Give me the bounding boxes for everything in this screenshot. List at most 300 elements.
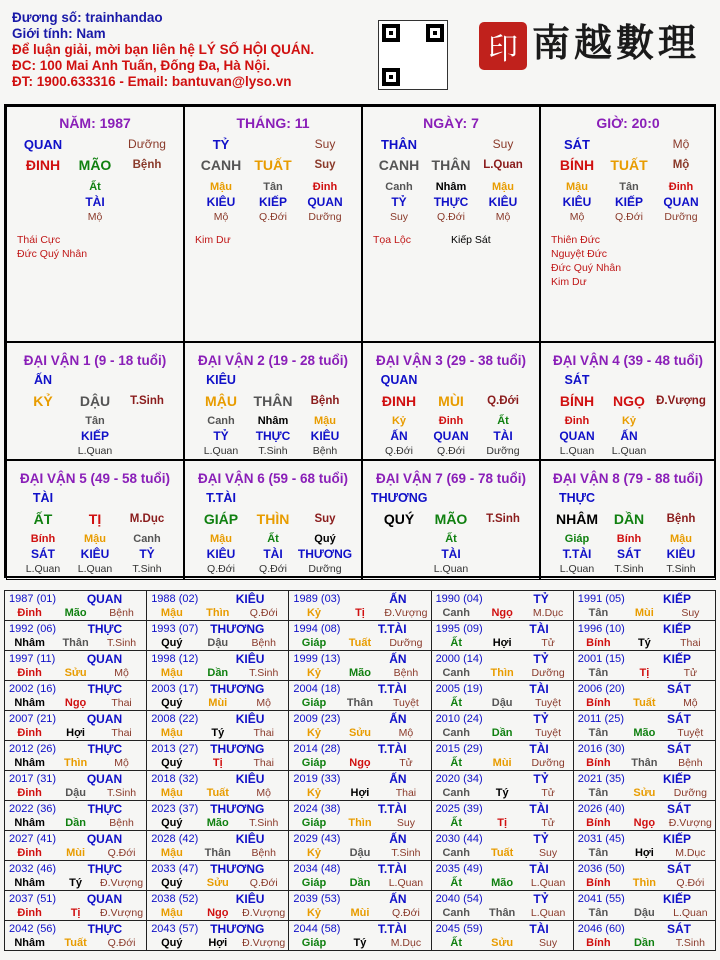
year-branch: Thìn [206,607,230,619]
year-cell [147,801,289,831]
luck-branch: MÃO [434,511,468,527]
year-label: 1989 (03) [293,593,341,605]
hidden-stage: Mộ [495,211,511,223]
year-label: 1996 (10) [577,623,625,635]
contact-note: Để luận giải, mời bạn liên hệ LÝ SỐ HỘI QUÁN. [12,42,315,57]
year-label: 2027 (41) [9,833,57,845]
year-branch: Tý [69,877,82,889]
luck-title: ĐẠI VẬN 3 (29 - 38 tuổi) [375,353,527,368]
star-note: Thái Cực [17,234,61,246]
hidden-stem: Mậu [566,181,588,193]
year-god: KIÊU [235,832,265,846]
luck-title: ĐẠI VẬN 4 (39 - 48 tuổi) [552,353,704,368]
luck-hidden-stem: Bính [616,533,642,545]
luck-god: KIÊU [206,373,236,387]
year-cell [147,831,289,861]
year-branch: Thân [489,907,516,919]
year-cell [573,921,715,951]
year-branch: Thìn [490,667,514,679]
year-branch: Tuất [633,697,656,709]
hidden-stage: Mộ [213,211,229,223]
luck-hidden-stem: Bính [30,533,56,545]
hidden-god: THỰC [433,195,469,209]
year-stage: T.Sinh [249,667,279,679]
luck-title: ĐẠI VẬN 8 (79 - 88 tuổi) [552,471,704,486]
year-stem: Đinh [17,607,42,619]
year-cell [431,681,573,711]
year-god: THƯƠNG [210,922,265,936]
year-god: KIẾP [662,622,691,636]
year-label: 2012 (26) [9,743,57,755]
pillar-stage: L.Quan [483,159,523,171]
year-label: 2003 (17) [151,683,199,695]
year-label: 2039 (53) [293,893,341,905]
year-branch: Hợi [66,727,85,739]
luck-stem: BÍNH [559,393,595,409]
luck-hidden-stem: Canh [133,533,161,545]
year-branch: Dần [491,727,513,739]
year-cell [573,741,715,771]
year-stage: Suy [539,847,558,859]
year-cell [289,741,431,771]
year-stage: L.Quan [388,877,424,889]
year-branch: Mão [348,667,371,679]
year-branch: Thìn [63,757,88,769]
hidden-stem: Ất [89,181,101,193]
year-cell [289,651,431,681]
star-note: Đức Quý Nhân [17,248,88,260]
year-branch: Dậu [349,847,371,859]
year-stage: Đ.Vượng [99,877,144,889]
year-stage: Đ.Vượng [242,937,286,949]
year-stage: M.Dục [532,607,564,619]
star-note: Nguyệt Đức [551,248,608,260]
luck-hidden-stem: Mậu [670,533,692,545]
hidden-stage: Dưỡng [664,211,698,223]
year-cell [289,621,431,651]
year-stage: Suy [539,937,558,949]
year-stage: Tuyệt [535,727,562,739]
luck-god: SÁT [564,373,590,387]
year-god: THỰC [87,622,123,636]
year-cell [147,861,289,891]
star-note: Kim Dư [551,276,587,288]
year-god: T.TÀI [377,862,407,876]
hidden-god: KIẾP [614,195,643,209]
year-cell [5,621,147,651]
pillar-stem: CANH [200,157,242,173]
luck-title: ĐẠI VẬN 6 (59 - 68 tuổi) [197,471,349,486]
hidden-stage: Mộ [569,211,585,223]
year-branch: Ngọ [633,817,656,829]
year-cell [5,741,147,771]
luck-hidden-stem: Quý [314,533,336,545]
pillar-stage: Suy [314,159,336,171]
year-god: KIÊU [235,652,265,666]
luck-hidden-stage: T.Sinh [614,563,644,575]
year-label: 1998 (12) [151,653,199,665]
header-info [12,10,314,90]
year-label: 2014 (28) [293,743,341,755]
year-label: 2010 (24) [435,713,483,725]
year-label: 2013 (27) [151,743,199,755]
luck-hidden-god: TỶ [139,547,155,561]
year-cell [573,861,715,891]
pillar-cell [362,106,540,342]
luck-hidden-stem: Mậu [210,533,232,545]
year-cell [5,861,147,891]
year-label: 2044 (58) [293,923,341,935]
luck-hidden-stage: L.Quan [433,563,469,575]
year-branch: Dần [65,817,86,829]
year-stage: Q.Đới [676,877,705,889]
year-label: 2006 (20) [577,683,625,695]
year-stage: Mộ [114,667,129,679]
year-cell [573,801,715,831]
year-stage: Bệnh [109,817,134,829]
year-label: 2029 (43) [293,833,341,845]
year-god: TỶ [533,592,549,606]
year-label: 2017 (31) [9,773,57,785]
year-stem: Quý [161,817,183,829]
luck-stem: GIÁP [203,511,239,527]
luck-hidden-stage: L.Quan [559,563,595,575]
luck-cell [184,342,362,460]
luck-branch: NGỌ [613,393,645,409]
luck-hidden-stage: L.Quan [203,445,239,457]
luck-stage: M.Dục [129,513,165,525]
year-god: TÀI [529,622,549,636]
hidden-stem: Tân [263,181,283,193]
year-stem: Giáp [301,817,327,829]
year-god: THƯƠNG [210,862,265,876]
year-stem: Ất [450,697,462,709]
hidden-stage: Dưỡng [308,211,342,223]
luck-hidden-stage: L.Quan [611,445,647,457]
luck-hidden-stem: Kỷ [391,415,407,427]
year-branch: Hợi [208,937,228,949]
year-god: QUAN [86,892,123,906]
luck-hidden-god: KIÊU [310,429,340,443]
pillar-god: QUAN [23,137,63,152]
luck-hidden-god: QUAN [433,429,469,443]
year-cell [431,771,573,801]
year-stem: Quý [161,757,183,769]
luck-cell [362,342,540,460]
year-stem: Kỷ [306,667,322,679]
luck-hidden-stage: Bệnh [312,445,338,457]
year-stage: T.Sinh [249,817,279,829]
year-cell [431,711,573,741]
year-stem: Mậu [160,607,183,619]
luck-hidden-stem: Đinh [438,415,464,427]
pillar-branch: THÂN [431,157,471,173]
year-god: KIẾP [662,652,691,666]
year-stem: Tân [588,847,609,859]
year-god: THƯƠNG [210,622,265,636]
year-branch: Tị [639,667,650,679]
luck-hidden-stage: L.Quan [25,563,61,575]
year-stem: Bính [586,937,611,949]
luck-cell [540,342,716,460]
year-stem: Đinh [17,667,42,679]
year-god: TỶ [533,772,549,786]
year-stem: Quý [161,637,183,649]
luck-branch: TỊ [88,511,102,527]
hidden-god: KIẾP [258,195,287,209]
luck-hidden-stage: Q.Đới [437,445,465,457]
year-label: 2011 (25) [577,713,625,725]
year-cell [5,591,147,621]
luck-cell [6,342,184,460]
year-branch: Tý [637,637,651,649]
year-stem: Bính [586,697,611,709]
year-cell [5,711,147,741]
year-stage: Mộ [256,697,272,709]
year-label: 2005 (19) [435,683,483,695]
year-stem: Bính [586,877,611,889]
year-branch: Tý [211,727,225,739]
pillar-stage: Bệnh [132,159,162,171]
luck-hidden-stage: T.Sinh [258,445,288,457]
year-label: 2042 (56) [9,923,57,935]
year-stage: Đ.Vượng [242,907,286,919]
year-cell [573,651,715,681]
year-god: SÁT [667,862,691,876]
luck-stem: MẬU [205,393,237,409]
year-branch: Ngọ [64,697,87,709]
year-label: 1993 (07) [151,623,199,635]
year-branch: Mùi [66,847,86,859]
luck-hidden-god: TÀI [263,547,283,561]
luck-cell [362,460,540,580]
year-branch: Tuất [64,937,87,949]
year-god: TỶ [533,832,549,846]
year-branch: Thìn [632,877,656,889]
year-label: 2028 (42) [151,833,199,845]
luck-branch: DẬU [79,393,111,409]
luck-hidden-god: THƯƠNG [297,547,353,561]
year-branch: Tị [497,817,508,829]
luck-hidden-stem: Nhâm [257,415,289,427]
owner-name: Đương số: trainhandao [12,10,163,25]
year-cell [573,621,715,651]
luck-hidden-god: ẤN [620,429,638,443]
year-branch: Dậu [65,787,86,799]
year-stage: Mộ [256,787,272,799]
pillar-title: GIỜ: 20:0 [596,115,660,131]
year-stem: Mậu [160,787,183,799]
luck-god: ẤN [33,373,53,387]
year-label: 2038 (52) [151,893,199,905]
hidden-god: KIÊU [562,195,592,209]
pillar-cell [184,106,362,342]
luck-hidden-stem: Ất [445,533,457,545]
year-cell [147,621,289,651]
hidden-stage: Suy [389,211,409,223]
year-cell [5,681,147,711]
year-god: KIÊU [235,892,265,906]
year-branch: Sửu [348,727,371,739]
year-cell [5,651,147,681]
year-stem: Ất [450,817,462,829]
luck-cell [540,460,716,580]
year-stage: Thai [680,637,701,649]
year-god: ẤN [389,592,407,606]
year-cell [431,921,573,951]
luck-hidden-god: KIẾP [80,429,109,443]
year-branch: Mùi [492,757,512,769]
luck-cell [6,460,184,580]
year-label: 2009 (23) [293,713,341,725]
brand-logo: 南越數理 [532,20,701,65]
year-cell [289,831,431,861]
luck-hidden-god: KIÊU [666,547,696,561]
year-cell [573,891,715,921]
year-branch: Ngọ [349,757,371,769]
year-label: 2045 (59) [435,923,483,935]
year-god: THƯƠNG [210,682,265,696]
year-cell [573,711,715,741]
year-branch: Dần [207,667,229,679]
year-branch: Thân [204,847,231,859]
year-branch: Hợi [634,847,654,859]
luck-hidden-god: TỶ [213,429,229,443]
year-stem: Bính [586,757,611,769]
year-god: SÁT [667,742,691,756]
pillar-title: NGÀY: 7 [423,115,479,131]
year-label: 2040 (54) [435,893,483,905]
year-god: KIẾP [662,832,691,846]
luck-god: THƯƠNG [371,491,428,505]
year-cell [289,711,431,741]
luck-hidden-stage: L.Quan [77,563,113,575]
pillar-god: THÂN [380,137,418,152]
year-cell [5,891,147,921]
year-stem: Ất [450,937,462,949]
year-label: 2046 (60) [577,923,625,935]
year-god: KIÊU [235,712,265,726]
year-label: 2031 (45) [577,833,625,845]
year-label: 2026 (40) [577,803,625,815]
year-branch: Tý [495,787,509,799]
year-stem: Canh [442,667,470,679]
year-branch: Dần [633,937,655,949]
year-stem: Kỷ [306,847,322,859]
year-god: THƯƠNG [210,742,265,756]
hidden-stage: Q.Đới [259,211,287,223]
pillar-branch: MÃO [78,157,112,173]
year-branch: Dần [349,877,371,889]
year-stem: Nhâm [14,757,45,769]
year-stage: Suy [396,817,415,829]
pillar-title: NĂM: 1987 [59,115,131,131]
year-stage: M.Dục [675,847,706,859]
luck-branch: THÂN [253,393,293,409]
gender: Giới tính: Nam [12,26,106,41]
year-cell [5,801,147,831]
year-cell [573,831,715,861]
year-god: ẤN [389,712,407,726]
hidden-god: QUAN [307,195,343,209]
year-god: SÁT [667,682,691,696]
year-stem: Canh [442,727,470,739]
year-stage: T.Sinh [391,847,421,859]
year-stage: Thai [111,727,132,739]
year-god: TÀI [529,682,549,696]
year-branch: Thân [346,697,374,709]
year-branch: Thìn [348,817,372,829]
pillar-god: Suy [314,137,336,151]
year-god: KIÊU [235,592,265,606]
year-stem: Tân [588,907,609,919]
year-god: THỰC [87,922,123,936]
year-branch: Mùi [350,907,370,919]
year-stage: Mộ [114,757,129,769]
year-stem: Mậu [160,847,183,859]
year-god: ẤN [389,892,407,906]
year-cell [147,921,289,951]
year-stem: Kỷ [306,907,322,919]
year-cell [431,741,573,771]
year-god: QUAN [86,652,123,666]
year-branch: Thân [62,637,89,649]
year-god: T.TÀI [377,682,407,696]
year-label: 1992 (06) [9,623,57,635]
year-stage: T.Sinh [106,637,137,649]
year-branch: Sửu [491,937,514,949]
hidden-stage: Q.Đới [615,211,643,223]
year-branch: Sửu [206,877,229,889]
year-stem: Mậu [160,727,183,739]
year-cell [431,861,573,891]
year-stage: Thai [253,727,274,739]
year-god: KIÊU [235,772,265,786]
luck-god: TÀI [32,491,54,505]
luck-stage: T.Sinh [130,395,164,407]
year-cell [147,741,289,771]
luck-stage: Bệnh [666,513,696,525]
year-stem: Ất [450,877,462,889]
year-branch: Tị [212,757,223,769]
chart-grid [4,104,716,578]
year-label: 2043 (57) [151,923,199,935]
luck-hidden-stem: Mậu [84,533,106,545]
luck-hidden-stage: T.Sinh [666,563,696,575]
year-branch: Ngọ [207,907,229,919]
hidden-god: TỶ [391,195,407,209]
year-stem: Mậu [160,667,183,679]
luck-hidden-stage: L.Quan [559,445,595,457]
year-stage: Mộ [398,727,414,739]
year-stage: Dưỡng [531,757,565,769]
year-label: 2041 (55) [577,893,625,905]
luck-cell [184,460,362,580]
luck-hidden-stage: Q.Đới [207,563,235,575]
year-god: TÀI [529,802,549,816]
year-stem: Giáp [301,757,327,769]
hidden-stage: Mộ [87,211,103,223]
year-god: THỰC [87,802,123,816]
luck-branch: DẦN [613,511,645,527]
year-branch: Mão [206,817,229,829]
luck-title: ĐẠI VẬN 1 (9 - 18 tuổi) [23,353,167,368]
year-stem: Nhâm [14,697,45,709]
luck-hidden-stem: Canh [207,415,235,427]
year-stage: Tử [541,817,555,829]
luck-title: ĐẠI VẬN 2 (19 - 28 tuổi) [197,353,349,368]
luck-stage: Đ.Vượng [656,395,706,407]
